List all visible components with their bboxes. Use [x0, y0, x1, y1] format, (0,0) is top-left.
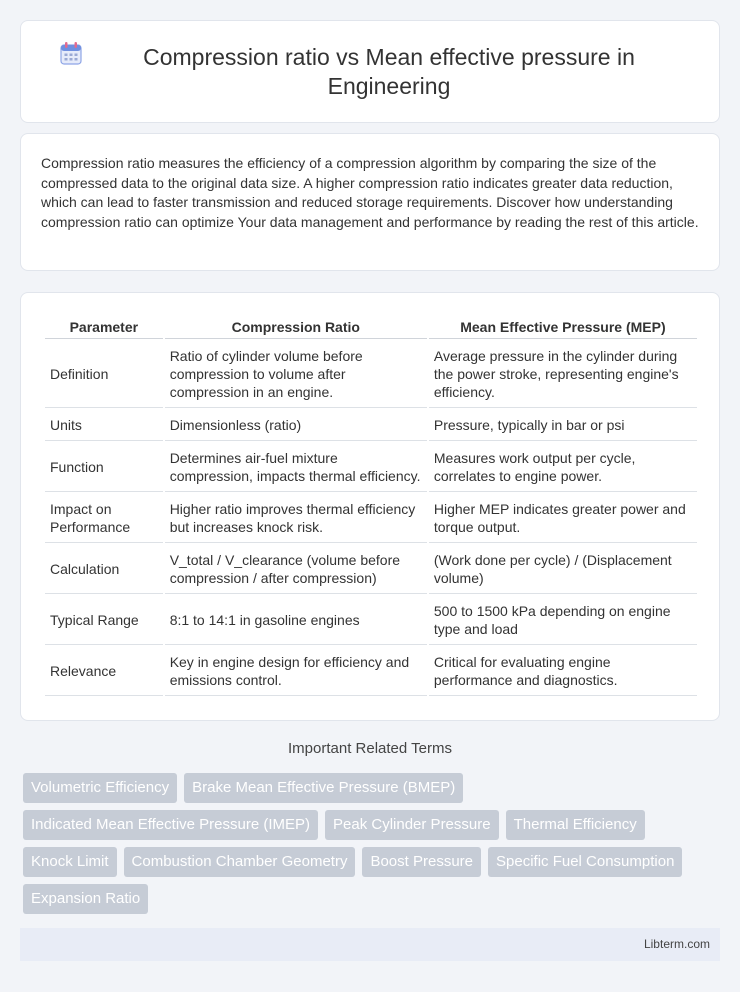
intro-text: Compression ratio measures the efficiency of a compression algorithm by comparing the size of the compressed data to the original data size. A higher compression ratio indicates greater data reduction, which can lead to faster transmission and reduced storage requirements. Discover how understanding compression ratio can optimize Your data management and performance by reading the rest of this article.	[41, 155, 699, 230]
header-parameter: Parameter	[45, 315, 163, 339]
row-parameter: Relevance	[45, 647, 163, 696]
row-mep: Pressure, typically in bar or psi	[429, 410, 697, 441]
comparison-table	[43, 313, 699, 698]
footer-brand-link[interactable]: Libterm.com	[643, 937, 710, 951]
header-mep: Mean Effective Pressure (MEP)	[429, 315, 697, 339]
row-parameter: Units	[45, 410, 163, 441]
title-card	[20, 20, 720, 123]
row-mep: 500 to 1500 kPa depending on engine type and load	[429, 596, 697, 645]
header-compression-ratio: Compression Ratio	[165, 315, 427, 339]
table-row	[45, 647, 697, 696]
related-term-tag[interactable]: Specific Fuel Consumption	[488, 847, 682, 877]
page-title: Compression ratio vs Mean effective pressure in Engineering	[143, 43, 635, 99]
table-row	[45, 443, 697, 492]
related-term-tag[interactable]: Volumetric Efficiency	[23, 773, 177, 803]
table-row	[45, 545, 697, 594]
related-terms-title: Important Related Terms	[288, 740, 452, 757]
related-term-tag[interactable]: Expansion Ratio	[23, 884, 148, 914]
row-parameter: Definition	[45, 341, 163, 408]
intro-card	[20, 133, 720, 271]
related-term-tag[interactable]: Indicated Mean Effective Pressure (IMEP)	[23, 810, 318, 840]
comparison-card	[20, 292, 720, 721]
related-term-tag[interactable]: Boost Pressure	[362, 847, 481, 877]
table-header-row	[45, 315, 697, 339]
related-term-tag[interactable]: Thermal Efficiency	[506, 810, 645, 840]
calendar-icon	[60, 41, 82, 65]
table-row	[45, 410, 697, 441]
related-term-tag[interactable]: Peak Cylinder Pressure	[325, 810, 499, 840]
table-row	[45, 596, 697, 645]
row-mep: Critical for evaluating engine performance and diagnostics.	[429, 647, 697, 696]
row-parameter: Impact on Performance	[45, 494, 163, 543]
row-compression-ratio: Determines air-fuel mixture compression, impacts thermal efficiency.	[165, 443, 427, 492]
row-compression-ratio: Key in engine design for efficiency and emissions control.	[165, 647, 427, 696]
row-mep: Measures work output per cycle, correlates to engine power.	[429, 443, 697, 492]
row-compression-ratio: Ratio of cylinder volume before compression to volume after compression in an engine.	[165, 341, 427, 408]
table-row	[45, 494, 697, 543]
related-term-tag[interactable]: Brake Mean Effective Pressure (BMEP)	[184, 773, 463, 803]
row-compression-ratio: V_total / V_clearance (volume before compression / after compression)	[165, 545, 427, 594]
row-compression-ratio: Dimensionless (ratio)	[165, 410, 427, 441]
footer	[20, 928, 720, 961]
related-terms-list	[23, 773, 723, 914]
row-mep: (Work done per cycle) / (Displacement volume)	[429, 545, 697, 594]
row-parameter: Calculation	[45, 545, 163, 594]
row-parameter: Typical Range	[45, 596, 163, 645]
related-term-tag[interactable]: Combustion Chamber Geometry	[124, 847, 356, 877]
title-wrap	[60, 43, 680, 101]
row-mep: Average pressure in the cylinder during the power stroke, representing engine's efficiency.	[429, 341, 697, 408]
row-parameter: Function	[45, 443, 163, 492]
related-term-tag[interactable]: Knock Limit	[23, 847, 117, 877]
table-row	[45, 341, 697, 408]
row-mep: Higher MEP indicates greater power and torque output.	[429, 494, 697, 543]
row-compression-ratio: Higher ratio improves thermal efficiency but increases knock risk.	[165, 494, 427, 543]
row-compression-ratio: 8:1 to 14:1 in gasoline engines	[165, 596, 427, 645]
